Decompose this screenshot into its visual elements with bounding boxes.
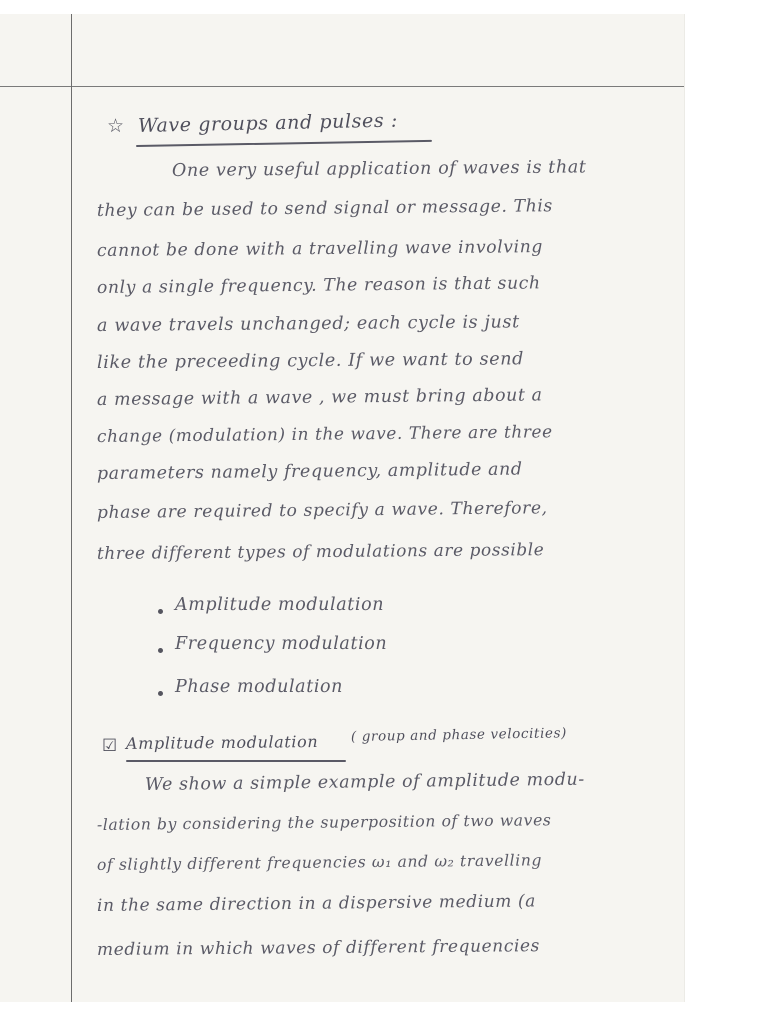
bullet-item: Frequency modulation (175, 634, 388, 654)
bullet-dot (158, 691, 163, 696)
paragraph-line: medium in which waves of different frequencies (96, 936, 541, 960)
paragraph-line: phase are required to specify a wave. Therefore, (96, 498, 548, 523)
subheading-underline (126, 760, 346, 762)
paragraph-line: in the same direction in a dispersive medium (a (96, 891, 537, 916)
subsection-note: ( group and phase velocities) (350, 725, 568, 745)
checkbox-icon: ☑ (102, 736, 118, 756)
subsection-heading: Amplitude modulation (125, 731, 319, 753)
bullet-dot (158, 609, 163, 614)
paragraph-line: a message with a wave , we must bring about a (96, 385, 543, 410)
section-heading: Wave groups and pulses : (137, 109, 399, 137)
star-icon: ☆ (107, 115, 125, 137)
paragraph-line: like the preceeding cycle. If we want to send (96, 349, 525, 373)
paragraph-line: We show a simple example of amplitude modu- (144, 769, 585, 795)
margin-rule-line (71, 14, 72, 1002)
paragraph-line: One very useful application of waves is that (171, 157, 587, 181)
paragraph-line: they can be used to send signal or message. This (96, 196, 553, 221)
paragraph-line: -lation by considering the superposition of two waves (96, 811, 552, 834)
header-rule-line (0, 86, 684, 87)
bullet-dot (158, 648, 163, 653)
paragraph-line: only a single frequency. The reason is that such (96, 273, 541, 298)
paragraph-line: cannot be done with a travelling wave involving (96, 237, 544, 261)
paragraph-line: three different types of modulations are possible (96, 539, 545, 563)
paragraph-line: of slightly different frequencies ω₁ and ω₂ travelling (96, 851, 543, 874)
bullet-item: Amplitude modulation (175, 595, 385, 615)
paragraph-line: a wave travels unchanged; each cycle is just (96, 312, 520, 336)
paragraph-line: change (modulation) in the wave. There are three (96, 421, 553, 446)
bullet-item: Phase modulation (175, 677, 344, 697)
paragraph-line: parameters namely frequency, amplitude and (96, 459, 523, 484)
